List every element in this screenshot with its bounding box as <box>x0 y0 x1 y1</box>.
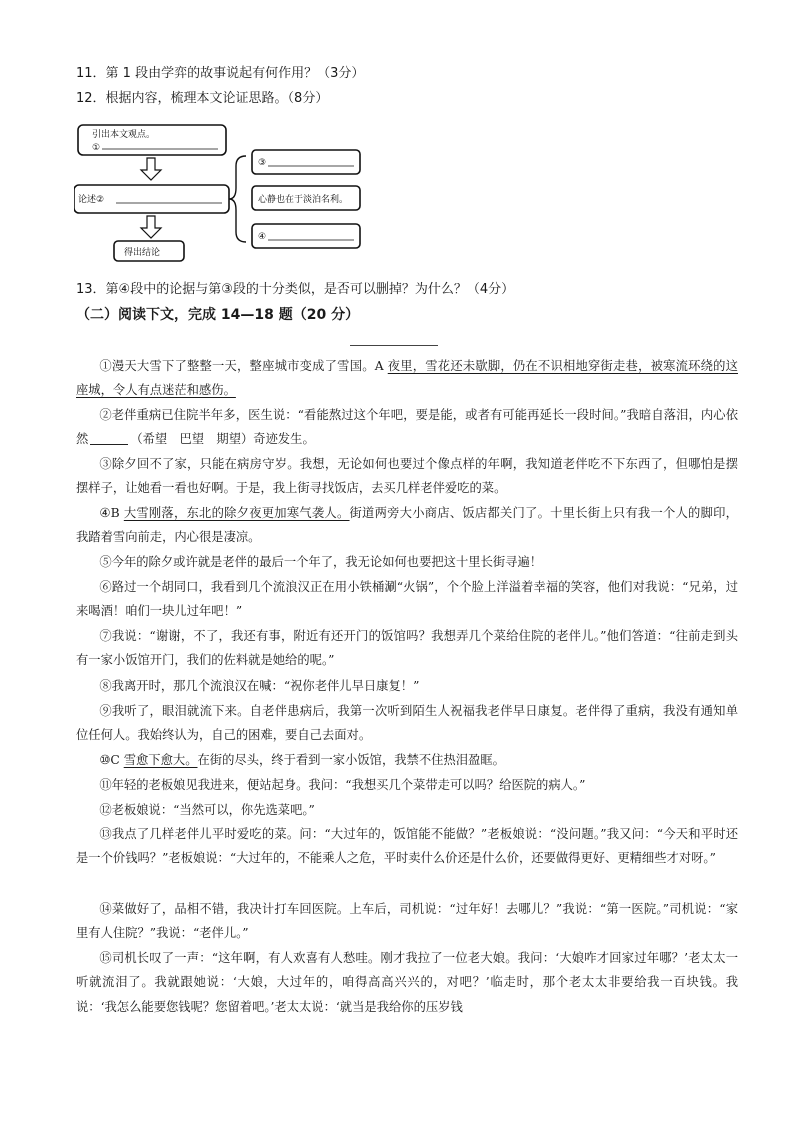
diagram-box-right-1 <box>252 150 360 174</box>
question-11: 11．第 1 段由学弈的故事说起有何作用？（3分） <box>76 66 365 81</box>
diagram-arrow-down-icon <box>141 158 161 180</box>
paragraph-6: ⑥路过一个胡同口，我看到几个流浪汉正在用小铁桶涮“火锅”，个个脸上洋溢着幸福的笑容，他们对我说：“兄弟，过来喝酒！咱们一块儿过年吧！” <box>76 580 738 619</box>
diagram-box-right-3 <box>252 224 360 248</box>
underlined-sentence-c: 雪愈下愈大。 <box>123 753 198 767</box>
paragraph-15: ⑮司机长叹了一声：“这年啊，有人欢喜有人愁哇。刚才我拉了一位老大娘。我问：‘大娘咋才回家过年哪？’老太太一听就流泪了。我就跟她说：‘大娘，大过年的，咱得高高兴兴的，对吧？’临走时，那个老太太非要给我一百块钱。我说：‘我怎么能要您钱呢？您留着吧。’老太太说：‘就当是我给你的压岁钱 <box>76 951 738 1014</box>
paragraph-7: ⑦我说：“谢谢，不了，我还有事，附近有还开门的饭馆吗？我想弄几个菜给住院的老伴儿。”他们答道：“往前走到头有一家小饭馆开门，我们的佐料就是她给的呢。” <box>76 629 738 668</box>
paragraph-12: ⑫老板娘说：“当然可以，你先选菜吧。” <box>99 803 315 817</box>
diagram-box-conclusion-label: 得出结论 <box>124 248 161 258</box>
paragraph-3: ③除夕回不了家，只能在病房守岁。我想，无论如何也要过个像点样的年啊，我知道老伴吃不下东西了，但哪怕是摆摆样子，让她看一看也好啊。于是，我上街寻找饭店，去买几样老伴爱吃的菜。 <box>76 457 738 496</box>
paragraph-2: ②老伴重病已住院半年多，医生说：“看能熬过这个年吧，要是能，或者有可能再延长一段时间。”我暗自落泪，内心依然 （希望 巴望 期望）奇迹发生。 <box>76 408 738 447</box>
diagram-box-right-3-marker: ④ <box>258 232 267 242</box>
diagram-brace <box>229 156 246 242</box>
paragraph-11: ⑪年轻的老板娘见我进来，便站起身。我问：“我想买几个菜带走可以吗？给医院的病人。” <box>99 778 586 792</box>
diagram-box-argument-label: 论述② <box>78 195 105 205</box>
argument-flow-diagram <box>74 120 374 265</box>
paragraph-1: ①漫天大雪下了整整一天，整座城市变成了雪国。A 夜里，雪花还未歇脚，仍在不识相地穿街走巷，被寒流环绕的这座城，令人有点迷茫和感伤。 <box>76 359 738 398</box>
paragraph-8: ⑧我离开时，那几个流浪汉在喊：“祝你老伴儿早日康复！” <box>99 679 420 693</box>
question-12: 12．根据内容，梳理本文论证思路。（8分） <box>76 91 329 106</box>
diagram-box-intro-marker: ① <box>92 143 101 153</box>
paragraph-13: ⑬我点了几样老伴儿平时爱吃的菜。问：“大过年的，饭馆能不能做？”老板娘说：“没问题。”我又问：“今天和平时还是一个价钱吗？”老板娘说：“大过年的，不能乘人之危，平时卖什么价还是什么价，还要做得更好、更精细些才对呀。” <box>76 827 738 866</box>
diagram-box-intro-label: 引出本文观点。 <box>92 130 156 140</box>
paragraph-9: ⑨我听了，眼泪就流下来。自老伴患病后，我第一次听到陌生人祝福我老伴早日康复。老伴得了重病，我没有通知单位任何人。我始终认为，自己的困难，要自己去面对。 <box>76 704 738 743</box>
paragraph-4: ④B 大雪刚落，东北的除夕夜更加寒气袭人。街道两旁大小商店、饭店都关门了。十里长街上只有我一个人的脚印，我踏着雪向前走，内心很是凄凉。 <box>76 506 738 545</box>
section-heading: （二）阅读下文，完成 14—18 题（20 分） <box>76 307 360 323</box>
paragraph-14: ⑭菜做好了，品相不错，我决计打车回医院。上车后，司机说：“过年好！去哪儿？”我说：“第一医院。”司机说：“家里有人住院？”我说：“老伴儿。” <box>76 902 738 941</box>
paragraph-10: ⑩C 雪愈下愈大。在街的尽头，终于看到一家小饭馆，我禁不住热泪盈眶。 <box>99 753 505 767</box>
underlined-sentence-b: 大雪刚落，东北的除夕夜更加寒气袭人。 <box>123 506 350 520</box>
diagram-box-right-1-marker: ③ <box>258 158 267 168</box>
diagram-arrow-down-icon <box>141 216 161 238</box>
divider <box>350 345 438 346</box>
fill-blank <box>90 432 128 445</box>
paragraph-5: ⑤今年的除夕或许就是老伴的最后一个年了，我无论如何也要把这十里长街寻遍！ <box>99 555 543 569</box>
underlined-sentence-a: 夜里，雪花还未歇脚，仍在不识相地穿街走巷，被寒流环绕的这座城，令人有点迷茫和感伤。 <box>76 359 738 398</box>
diagram-box-right-2-label: 心静也在于淡泊名利。 <box>258 195 349 205</box>
question-13: 13．第④段中的论据与第③段的十分类似，是否可以删掉？为什么？（4分） <box>76 282 515 297</box>
